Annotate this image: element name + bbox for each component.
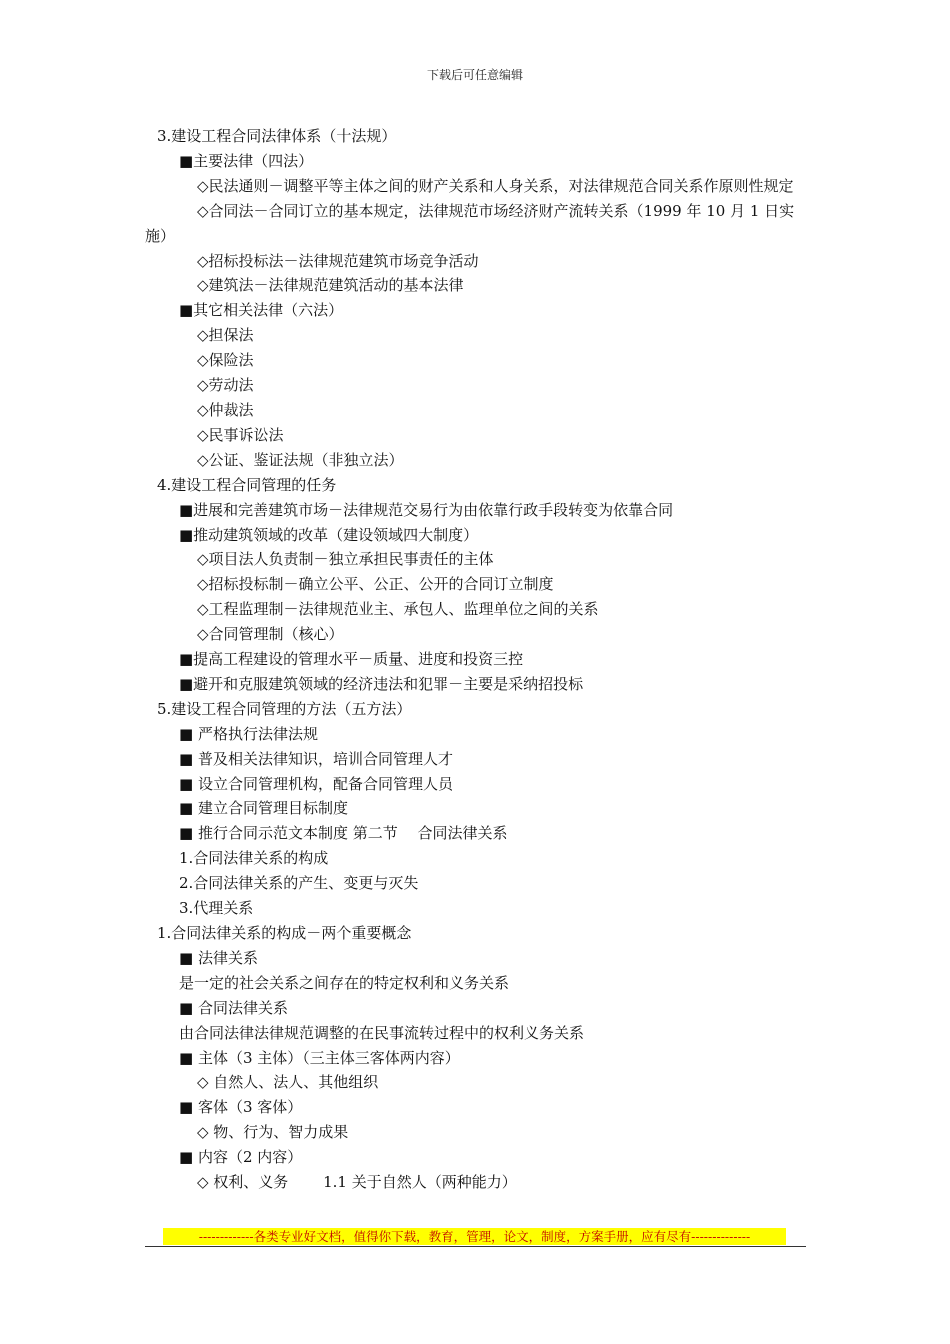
list-item: ◇ 权利、义务 1.1 关于自然人（两种能力） — [197, 1173, 517, 1192]
list-item: ◇民事诉讼法 — [197, 425, 284, 444]
definition-text: 由合同法律法律规范调整的在民事流转过程中的权利义务关系 — [179, 1023, 585, 1042]
section-heading: 4.建设工程合同管理的任务 — [157, 475, 337, 494]
list-item: ◇劳动法 — [197, 376, 254, 395]
list-item: ◇ 自然人、法人、其他组织 — [197, 1073, 379, 1092]
list-item: ◇招标投标制－确立公平、公正、公开的合同订立制度 — [197, 575, 554, 594]
list-item: ◇民法通则－调整平等主体之间的财产关系和人身关系，对法律规范合同关系作原则性规定 — [197, 176, 794, 195]
definition-text: 是一定的社会关系之间存在的特定权利和义务关系 — [179, 973, 510, 992]
list-item: ◇公证、鉴证法规（非独立法） — [197, 450, 404, 469]
list-item: ■ 合同法律关系 — [179, 998, 288, 1017]
list-item: ■ 设立合同管理机构，配备合同管理人员 — [179, 774, 453, 793]
list-item: ◇招标投标法－法律规范建筑市场竞争活动 — [197, 251, 479, 270]
footer-banner: -------------各类专业好文档，值得你下载，教育，管理，论文，制度，方案手册，应有尽有-------------- — [163, 1228, 786, 1245]
list-item: 3.代理关系 — [179, 899, 254, 918]
list-item: ■ 客体（3 客体） — [179, 1098, 303, 1117]
list-item: ◇合同法－合同订立的基本规定，法律规范市场经济财产流转关系（1999 年 10 月 1 日实施） — [145, 201, 795, 245]
list-item: 2.合同法律关系的产生、变更与灭失 — [179, 874, 419, 893]
list-item: ■其它相关法律（六法） — [179, 301, 344, 320]
list-item: ■ 内容（2 内容） — [179, 1148, 303, 1167]
list-item: ◇保险法 — [197, 351, 254, 370]
list-item: 1.合同法律关系的构成 — [179, 849, 329, 868]
footer-divider — [145, 1246, 806, 1247]
list-item: ■推动建筑领域的改革（建设领域四大制度） — [179, 525, 479, 544]
list-item: ■ 建立合同管理目标制度 — [179, 799, 348, 818]
list-item: ■避开和克服建筑领域的经济违法和犯罪－主要是采纳招投标 — [179, 674, 584, 693]
list-item: ◇合同管理制（核心） — [197, 625, 344, 644]
list-item: ◇ 物、行为、智力成果 — [197, 1123, 349, 1142]
list-item: ■ 严格执行法律法规 — [179, 724, 318, 743]
list-item: ◇仲裁法 — [197, 400, 254, 419]
list-item: ■ 主体（3 主体）（三主体三客体两内容） — [179, 1048, 460, 1067]
list-item: ◇担保法 — [197, 326, 254, 345]
section-heading: 1.合同法律关系的构成－两个重要概念 — [157, 924, 412, 942]
list-item: ■ 法律关系 — [179, 948, 258, 967]
list-item: ■提高工程建设的管理水平－质量、进度和投资三控 — [179, 650, 524, 669]
section-heading: 3.建设工程合同法律体系（十法规） — [157, 127, 397, 145]
list-item: ■ 推行合同示范文本制度 第二节 合同法律关系 — [179, 824, 508, 843]
list-item: ■主要法律（四法） — [179, 151, 314, 170]
list-item: ◇项目法人负责制－独立承担民事责任的主体 — [197, 550, 494, 569]
list-item: ◇工程监理制－法律规范业主、承包人、监理单位之间的关系 — [197, 600, 599, 619]
section-heading: 5.建设工程合同管理的方法（五方法） — [157, 699, 412, 718]
list-item: ■进展和完善建筑市场－法律规范交易行为由依靠行政手段转变为依靠合同 — [179, 500, 674, 519]
page-header: 下载后可任意编辑 — [426, 68, 523, 82]
document-body — [145, 124, 813, 1195]
list-item: ■ 普及相关法律知识，培训合同管理人才 — [179, 749, 453, 768]
list-item: ◇建筑法－法律规范建筑活动的基本法律 — [197, 276, 464, 295]
